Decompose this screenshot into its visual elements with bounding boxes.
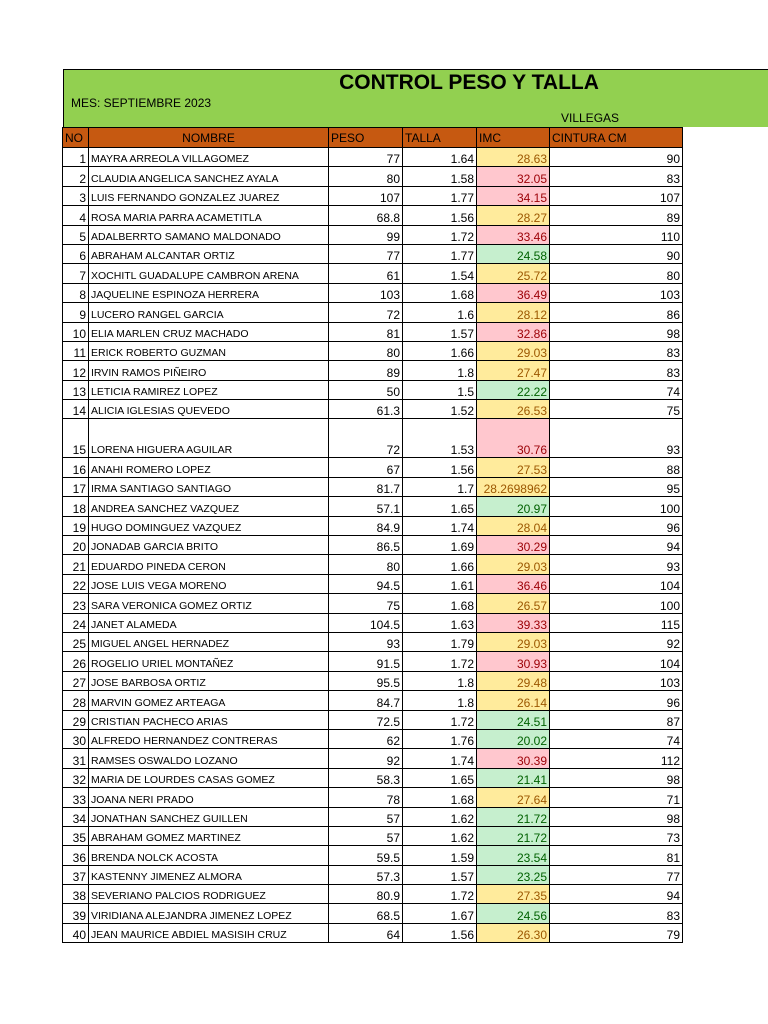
table-row <box>63 497 683 516</box>
cell-cintura[interactable]: 98 <box>550 322 683 341</box>
cell-no[interactable]: 35 <box>63 826 89 845</box>
cell-no[interactable]: 29 <box>63 710 89 729</box>
cell-talla[interactable]: 1.57 <box>403 865 477 884</box>
cell-cintura[interactable]: 94 <box>550 536 683 555</box>
cell-peso[interactable]: 77 <box>329 244 403 263</box>
cell-imc[interactable]: 20.02 <box>477 729 550 748</box>
sheet-header <box>63 69 768 127</box>
cell-peso[interactable]: 103 <box>329 283 403 302</box>
cell-talla[interactable]: 1.57 <box>403 322 477 341</box>
cell-cintura[interactable]: 74 <box>550 729 683 748</box>
cell-cintura[interactable]: 71 <box>550 788 683 807</box>
cell-imc[interactable]: 28.27 <box>477 206 550 225</box>
table-row <box>63 691 683 710</box>
table-row <box>63 807 683 826</box>
cell-cintura[interactable]: 80 <box>550 264 683 283</box>
cell-nombre[interactable]: EDUARDO PINEDA CERON <box>89 555 329 574</box>
cell-no[interactable]: 37 <box>63 865 89 884</box>
cell-no[interactable]: 1 <box>63 148 89 167</box>
cell-imc[interactable]: 23.54 <box>477 846 550 865</box>
cell-cintura[interactable]: 100 <box>550 497 683 516</box>
cell-peso[interactable]: 104.5 <box>329 613 403 632</box>
cell-cintura[interactable]: 77 <box>550 865 683 884</box>
cell-cintura[interactable]: 112 <box>550 749 683 768</box>
cell-no[interactable]: 33 <box>63 788 89 807</box>
cell-peso[interactable]: 57 <box>329 807 403 826</box>
column-header-cintura[interactable]: CINTURA CM <box>550 128 683 148</box>
table-row <box>63 186 683 205</box>
cell-cintura[interactable]: 96 <box>550 516 683 535</box>
cell-talla[interactable]: 1.63 <box>403 613 477 632</box>
cell-peso[interactable]: 72.5 <box>329 710 403 729</box>
table-row <box>63 458 683 477</box>
cell-cintura[interactable]: 100 <box>550 594 683 613</box>
table-row <box>63 322 683 341</box>
cell-talla[interactable]: 1.74 <box>403 749 477 768</box>
cell-no[interactable]: 3 <box>63 186 89 205</box>
cell-talla[interactable]: 1.68 <box>403 594 477 613</box>
cell-peso[interactable]: 68.5 <box>329 904 403 923</box>
cell-talla[interactable]: 1.7 <box>403 477 477 496</box>
cell-cintura[interactable]: 104 <box>550 574 683 593</box>
table-row <box>63 904 683 923</box>
cell-nombre[interactable]: IRMA SANTIAGO SANTIAGO <box>89 477 329 496</box>
cell-talla[interactable]: 1.5 <box>403 380 477 399</box>
weight-height-table <box>62 127 683 943</box>
table-row <box>63 923 683 942</box>
cell-talla[interactable]: 1.69 <box>403 536 477 555</box>
cell-no[interactable]: 2 <box>63 167 89 186</box>
cell-talla[interactable]: 1.62 <box>403 826 477 845</box>
cell-cintura[interactable]: 81 <box>550 846 683 865</box>
cell-cintura[interactable]: 83 <box>550 167 683 186</box>
table-row <box>63 341 683 360</box>
cell-nombre[interactable]: RAMSES OSWALDO LOZANO <box>89 749 329 768</box>
cell-peso[interactable]: 80 <box>329 167 403 186</box>
cell-cintura[interactable]: 92 <box>550 632 683 651</box>
cell-imc[interactable]: 26.30 <box>477 923 550 942</box>
cell-nombre[interactable]: ERICK ROBERTO GUZMAN <box>89 341 329 360</box>
cell-no[interactable]: 7 <box>63 264 89 283</box>
cell-nombre[interactable]: ROSA MARIA PARRA ACAMETITLA <box>89 206 329 225</box>
cell-nombre[interactable]: MARVIN GOMEZ ARTEAGA <box>89 691 329 710</box>
cell-peso[interactable]: 61 <box>329 264 403 283</box>
cell-peso[interactable]: 50 <box>329 380 403 399</box>
cell-nombre[interactable]: SEVERIANO PALCIOS RODRIGUEZ <box>89 885 329 904</box>
cell-no[interactable]: 32 <box>63 768 89 787</box>
table-row <box>63 477 683 496</box>
column-header-nombre[interactable]: NOMBRE <box>89 128 329 148</box>
cell-imc[interactable]: 27.53 <box>477 458 550 477</box>
cell-nombre[interactable]: JEAN MAURICE ABDIEL MASISIH CRUZ <box>89 923 329 942</box>
cell-nombre[interactable]: CRISTIAN PACHECO ARIAS <box>89 710 329 729</box>
column-header-row <box>63 128 683 148</box>
table-row <box>63 264 683 283</box>
cell-cintura[interactable]: 79 <box>550 923 683 942</box>
column-header-talla[interactable]: TALLA <box>403 128 477 148</box>
cell-nombre[interactable]: KASTENNY JIMENEZ ALMORA <box>89 865 329 884</box>
cell-peso[interactable]: 91.5 <box>329 652 403 671</box>
cell-imc[interactable]: 29.48 <box>477 671 550 690</box>
cell-peso[interactable]: 94.5 <box>329 574 403 593</box>
cell-cintura[interactable]: 73 <box>550 826 683 845</box>
table-row <box>63 206 683 225</box>
cell-imc[interactable]: 26.53 <box>477 400 550 419</box>
table-row <box>63 244 683 263</box>
cell-no[interactable]: 15 <box>63 419 89 458</box>
cell-no[interactable]: 17 <box>63 477 89 496</box>
cell-peso[interactable]: 84.9 <box>329 516 403 535</box>
cell-cintura[interactable]: 83 <box>550 361 683 380</box>
cell-nombre[interactable]: ANDREA SANCHEZ VAZQUEZ <box>89 497 329 516</box>
table-row <box>63 225 683 244</box>
cell-nombre[interactable]: MAYRA ARREOLA VILLAGOMEZ <box>89 148 329 167</box>
table-row <box>63 865 683 884</box>
cell-talla[interactable]: 1.8 <box>403 691 477 710</box>
cell-no[interactable]: 39 <box>63 904 89 923</box>
cell-talla[interactable]: 1.66 <box>403 341 477 360</box>
cell-cintura[interactable]: 103 <box>550 671 683 690</box>
cell-talla[interactable]: 1.77 <box>403 186 477 205</box>
cell-nombre[interactable]: ALICIA IGLESIAS QUEVEDO <box>89 400 329 419</box>
cell-talla[interactable]: 1.6 <box>403 303 477 322</box>
sheet-title: CONTROL PESO Y TALLA <box>339 71 599 94</box>
cell-nombre[interactable]: JOSE BARBOSA ORTIZ <box>89 671 329 690</box>
cell-nombre[interactable]: LUIS FERNANDO GONZALEZ JUAREZ <box>89 186 329 205</box>
cell-talla[interactable]: 1.72 <box>403 652 477 671</box>
table-row <box>63 749 683 768</box>
cell-talla[interactable]: 1.68 <box>403 788 477 807</box>
cell-no[interactable]: 23 <box>63 594 89 613</box>
cell-talla[interactable]: 1.56 <box>403 923 477 942</box>
cell-imc[interactable]: 23.25 <box>477 865 550 884</box>
cell-no[interactable]: 6 <box>63 244 89 263</box>
cell-imc[interactable]: 30.93 <box>477 652 550 671</box>
cell-cintura[interactable]: 93 <box>550 555 683 574</box>
cell-peso[interactable]: 72 <box>329 419 403 458</box>
cell-no[interactable]: 24 <box>63 613 89 632</box>
cell-imc[interactable]: 20.97 <box>477 497 550 516</box>
cell-cintura[interactable]: 88 <box>550 458 683 477</box>
cell-no[interactable]: 25 <box>63 632 89 651</box>
cell-no[interactable]: 5 <box>63 225 89 244</box>
cell-imc[interactable]: 36.46 <box>477 574 550 593</box>
table-row <box>63 729 683 748</box>
cell-peso[interactable]: 80 <box>329 555 403 574</box>
cell-talla[interactable]: 1.67 <box>403 904 477 923</box>
table-row <box>63 885 683 904</box>
cell-talla[interactable]: 1.53 <box>403 419 477 458</box>
cell-cintura[interactable]: 98 <box>550 768 683 787</box>
table-row <box>63 380 683 399</box>
cell-imc[interactable]: 29.03 <box>477 555 550 574</box>
cell-nombre[interactable]: JOSE LUIS VEGA MORENO <box>89 574 329 593</box>
cell-imc[interactable]: 32.86 <box>477 322 550 341</box>
cell-nombre[interactable]: ELIA MARLEN CRUZ MACHADO <box>89 322 329 341</box>
cell-imc[interactable]: 30.29 <box>477 536 550 555</box>
cell-peso[interactable]: 80.9 <box>329 885 403 904</box>
cell-cintura[interactable]: 90 <box>550 244 683 263</box>
column-header-no[interactable]: NO <box>63 128 89 148</box>
cell-talla[interactable]: 1.65 <box>403 768 477 787</box>
cell-imc[interactable]: 39.33 <box>477 613 550 632</box>
cell-cintura[interactable]: 107 <box>550 186 683 205</box>
cell-peso[interactable]: 75 <box>329 594 403 613</box>
table-row <box>63 788 683 807</box>
cell-no[interactable]: 8 <box>63 283 89 302</box>
cell-imc[interactable]: 33.46 <box>477 225 550 244</box>
cell-no[interactable]: 34 <box>63 807 89 826</box>
cell-nombre[interactable]: ABRAHAM GOMEZ MARTINEZ <box>89 826 329 845</box>
cell-peso[interactable]: 89 <box>329 361 403 380</box>
cell-imc[interactable]: 24.58 <box>477 244 550 263</box>
cell-cintura[interactable]: 95 <box>550 477 683 496</box>
cell-cintura[interactable]: 94 <box>550 885 683 904</box>
cell-talla[interactable]: 1.66 <box>403 555 477 574</box>
table-row <box>63 516 683 535</box>
cell-nombre[interactable]: ABRAHAM ALCANTAR ORTIZ <box>89 244 329 263</box>
cell-no[interactable]: 13 <box>63 380 89 399</box>
cell-cintura[interactable]: 98 <box>550 807 683 826</box>
cell-cintura[interactable]: 87 <box>550 710 683 729</box>
table-row <box>63 574 683 593</box>
cell-talla[interactable]: 1.65 <box>403 497 477 516</box>
cell-imc[interactable]: 27.64 <box>477 788 550 807</box>
table-row <box>63 303 683 322</box>
table-row <box>63 148 683 167</box>
cell-cintura[interactable]: 110 <box>550 225 683 244</box>
cell-nombre[interactable]: XOCHITL GUADALUPE CAMBRON ARENA <box>89 264 329 283</box>
cell-no[interactable]: 30 <box>63 729 89 748</box>
cell-nombre[interactable]: CLAUDIA ANGELICA SANCHEZ AYALA <box>89 167 329 186</box>
cell-peso[interactable]: 81 <box>329 322 403 341</box>
cell-talla[interactable]: 1.72 <box>403 885 477 904</box>
table-row <box>63 555 683 574</box>
cell-nombre[interactable]: MIGUEL ANGEL HERNADEZ <box>89 632 329 651</box>
cell-peso[interactable]: 93 <box>329 632 403 651</box>
table-row <box>63 846 683 865</box>
cell-peso[interactable]: 67 <box>329 458 403 477</box>
table-row <box>63 768 683 787</box>
cell-no[interactable]: 4 <box>63 206 89 225</box>
cell-imc[interactable]: 34.15 <box>477 186 550 205</box>
cell-imc[interactable]: 26.14 <box>477 691 550 710</box>
cell-talla[interactable]: 1.58 <box>403 167 477 186</box>
cell-imc[interactable]: 21.41 <box>477 768 550 787</box>
cell-no[interactable]: 22 <box>63 574 89 593</box>
cell-talla[interactable]: 1.62 <box>403 807 477 826</box>
cell-talla[interactable]: 1.79 <box>403 632 477 651</box>
cell-nombre[interactable]: LORENA HIGUERA AGUILAR <box>89 419 329 458</box>
cell-imc[interactable]: 30.39 <box>477 749 550 768</box>
cell-talla[interactable]: 1.72 <box>403 225 477 244</box>
column-header-imc[interactable]: IMC <box>477 128 550 148</box>
cell-nombre[interactable]: HUGO DOMINGUEZ VAZQUEZ <box>89 516 329 535</box>
place-label: VILLEGAS <box>561 111 620 125</box>
cell-peso[interactable]: 57.1 <box>329 497 403 516</box>
cell-peso[interactable]: 107 <box>329 186 403 205</box>
cell-peso[interactable]: 58.3 <box>329 768 403 787</box>
month-label: MES: SEPTIEMBRE 2023 <box>71 96 212 110</box>
table-row <box>63 419 683 458</box>
cell-talla[interactable]: 1.76 <box>403 729 477 748</box>
cell-talla[interactable]: 1.8 <box>403 671 477 690</box>
cell-imc[interactable]: 28.63 <box>477 148 550 167</box>
cell-nombre[interactable]: ALFREDO HERNANDEZ CONTRERAS <box>89 729 329 748</box>
cell-cintura[interactable]: 89 <box>550 206 683 225</box>
cell-talla[interactable]: 1.52 <box>403 400 477 419</box>
cell-imc[interactable]: 28.12 <box>477 303 550 322</box>
column-header-peso[interactable]: PESO <box>329 128 403 148</box>
table-row <box>63 826 683 845</box>
cell-cintura[interactable]: 115 <box>550 613 683 632</box>
table-row <box>63 361 683 380</box>
cell-talla[interactable]: 1.54 <box>403 264 477 283</box>
cell-cintura[interactable]: 104 <box>550 652 683 671</box>
cell-cintura[interactable]: 74 <box>550 380 683 399</box>
cell-imc[interactable]: 25.72 <box>477 264 550 283</box>
table-row <box>63 167 683 186</box>
cell-peso[interactable]: 57.3 <box>329 865 403 884</box>
cell-nombre[interactable]: JONATHAN SANCHEZ GUILLEN <box>89 807 329 826</box>
cell-no[interactable]: 36 <box>63 846 89 865</box>
cell-talla[interactable]: 1.56 <box>403 458 477 477</box>
cell-nombre[interactable]: JANET ALAMEDA <box>89 613 329 632</box>
table-row <box>63 710 683 729</box>
cell-imc[interactable]: 26.57 <box>477 594 550 613</box>
cell-imc[interactable]: 28.2698962 <box>477 477 550 496</box>
cell-peso[interactable]: 86.5 <box>329 536 403 555</box>
cell-nombre[interactable]: LUCERO RANGEL GARCIA <box>89 303 329 322</box>
cell-imc[interactable]: 27.47 <box>477 361 550 380</box>
cell-imc[interactable]: 29.03 <box>477 341 550 360</box>
cell-imc[interactable]: 24.56 <box>477 904 550 923</box>
cell-peso[interactable]: 81.7 <box>329 477 403 496</box>
cell-nombre[interactable]: JOANA NERI PRADO <box>89 788 329 807</box>
cell-nombre[interactable]: ROGELIO URIEL MONTAÑEZ <box>89 652 329 671</box>
cell-talla[interactable]: 1.59 <box>403 846 477 865</box>
cell-nombre[interactable]: LETICIA RAMIREZ LOPEZ <box>89 380 329 399</box>
cell-peso[interactable]: 64 <box>329 923 403 942</box>
cell-peso[interactable]: 59.5 <box>329 846 403 865</box>
cell-imc[interactable]: 36.49 <box>477 283 550 302</box>
cell-no[interactable]: 14 <box>63 400 89 419</box>
cell-no[interactable]: 31 <box>63 749 89 768</box>
cell-talla[interactable]: 1.72 <box>403 710 477 729</box>
table-row <box>63 613 683 632</box>
cell-imc[interactable]: 30.76 <box>477 419 550 458</box>
cell-talla[interactable]: 1.74 <box>403 516 477 535</box>
cell-cintura[interactable]: 83 <box>550 341 683 360</box>
cell-peso[interactable]: 62 <box>329 729 403 748</box>
cell-no[interactable]: 40 <box>63 923 89 942</box>
table-row <box>63 594 683 613</box>
cell-no[interactable]: 21 <box>63 555 89 574</box>
table-body <box>63 148 683 943</box>
cell-cintura[interactable]: 75 <box>550 400 683 419</box>
cell-peso[interactable]: 77 <box>329 148 403 167</box>
cell-no[interactable]: 19 <box>63 516 89 535</box>
cell-no[interactable]: 26 <box>63 652 89 671</box>
cell-peso[interactable]: 57 <box>329 826 403 845</box>
cell-cintura[interactable]: 96 <box>550 691 683 710</box>
cell-no[interactable]: 16 <box>63 458 89 477</box>
cell-talla[interactable]: 1.68 <box>403 283 477 302</box>
cell-imc[interactable]: 22.22 <box>477 380 550 399</box>
table-row <box>63 632 683 651</box>
cell-talla[interactable]: 1.8 <box>403 361 477 380</box>
cell-no[interactable]: 12 <box>63 361 89 380</box>
table-row <box>63 652 683 671</box>
cell-nombre[interactable]: BRENDA NOLCK ACOSTA <box>89 846 329 865</box>
cell-no[interactable]: 38 <box>63 885 89 904</box>
table-row <box>63 536 683 555</box>
cell-no[interactable]: 28 <box>63 691 89 710</box>
cell-peso[interactable]: 68.8 <box>329 206 403 225</box>
cell-imc[interactable]: 21.72 <box>477 807 550 826</box>
cell-nombre[interactable]: MARIA DE LOURDES CASAS GOMEZ <box>89 768 329 787</box>
cell-nombre[interactable]: ADALBERRTO SAMANO MALDONADO <box>89 225 329 244</box>
cell-peso[interactable]: 61.3 <box>329 400 403 419</box>
cell-no[interactable]: 11 <box>63 341 89 360</box>
cell-nombre[interactable]: IRVIN RAMOS PIÑEIRO <box>89 361 329 380</box>
cell-no[interactable]: 9 <box>63 303 89 322</box>
cell-imc[interactable]: 32.05 <box>477 167 550 186</box>
cell-cintura[interactable]: 103 <box>550 283 683 302</box>
cell-imc[interactable]: 21.72 <box>477 826 550 845</box>
cell-imc[interactable]: 29.03 <box>477 632 550 651</box>
cell-peso[interactable]: 95.5 <box>329 671 403 690</box>
cell-imc[interactable]: 27.35 <box>477 885 550 904</box>
cell-nombre[interactable]: ANAHI ROMERO LOPEZ <box>89 458 329 477</box>
cell-no[interactable]: 18 <box>63 497 89 516</box>
cell-cintura[interactable]: 90 <box>550 148 683 167</box>
cell-peso[interactable]: 84.7 <box>329 691 403 710</box>
cell-talla[interactable]: 1.61 <box>403 574 477 593</box>
cell-no[interactable]: 27 <box>63 671 89 690</box>
cell-cintura[interactable]: 86 <box>550 303 683 322</box>
cell-talla[interactable]: 1.64 <box>403 148 477 167</box>
cell-peso[interactable]: 78 <box>329 788 403 807</box>
cell-cintura[interactable]: 83 <box>550 904 683 923</box>
table-row <box>63 283 683 302</box>
table-row <box>63 400 683 419</box>
cell-nombre[interactable]: JONADAB GARCIA BRITO <box>89 536 329 555</box>
cell-imc[interactable]: 24.51 <box>477 710 550 729</box>
cell-peso[interactable]: 72 <box>329 303 403 322</box>
cell-talla[interactable]: 1.56 <box>403 206 477 225</box>
cell-peso[interactable]: 80 <box>329 341 403 360</box>
cell-talla[interactable]: 1.77 <box>403 244 477 263</box>
cell-no[interactable]: 10 <box>63 322 89 341</box>
cell-nombre[interactable]: JAQUELINE ESPINOZA HERRERA <box>89 283 329 302</box>
cell-nombre[interactable]: VIRIDIANA ALEJANDRA JIMENEZ LOPEZ <box>89 904 329 923</box>
table-row <box>63 671 683 690</box>
cell-nombre[interactable]: SARA VERONICA GOMEZ ORTIZ <box>89 594 329 613</box>
cell-imc[interactable]: 28.04 <box>477 516 550 535</box>
cell-cintura[interactable]: 93 <box>550 419 683 458</box>
cell-peso[interactable]: 92 <box>329 749 403 768</box>
cell-no[interactable]: 20 <box>63 536 89 555</box>
cell-peso[interactable]: 99 <box>329 225 403 244</box>
